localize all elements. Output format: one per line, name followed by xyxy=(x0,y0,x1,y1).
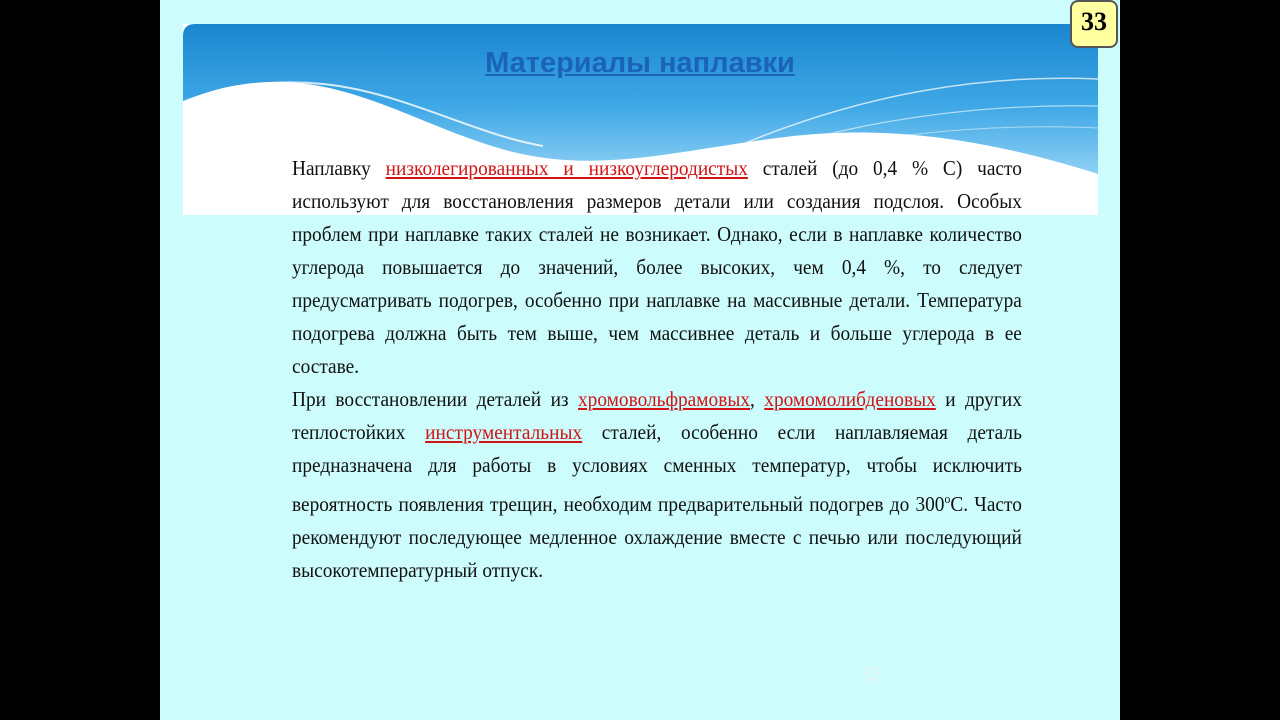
text-span: сталей, особенно если наплавляемая деталь предназначена для работы в условиях сменных температур, чтобы исключить вероятность появления трещин, необходим предварительный подогрев до 300 xyxy=(292,420,1022,517)
slide-number-badge: 33 xyxy=(1070,0,1118,48)
slide-footer-number: 33 xyxy=(860,664,883,686)
term-link[interactable]: инструментальных xyxy=(425,420,583,444)
body-text xyxy=(292,152,1022,587)
term-link[interactable]: хромовольфрамовых xyxy=(577,387,751,411)
paragraph-1 xyxy=(292,152,1022,383)
text-span: , xyxy=(750,387,765,411)
text-span: и других теплостойких xyxy=(292,387,1022,444)
slide xyxy=(160,0,1120,720)
paragraph-2 xyxy=(292,383,1022,587)
degree-superscript: о xyxy=(944,491,951,506)
term-link[interactable]: низколегированных и низкоуглеродистых xyxy=(385,156,748,180)
text-span: сталей (до 0,4 % С) часто используют для восстановления размеров детали или создания подслоя. Особых проблем при наплавке таких сталей не возникает. Однако, если в наплавке количество углерода повышается до значений, более высоких, чем 0,4 %, то следует предусматривать подогрев, особенно при наплавке на массивные детали. Температура подогрева должна быть тем выше, чем массивнее деталь и больше углерода в ее составе. xyxy=(292,156,1022,378)
text-span: При восстановлении деталей из xyxy=(292,387,578,411)
text-span: Наплавку xyxy=(292,156,386,180)
page-title: Материалы наплавки xyxy=(485,47,795,79)
term-link[interactable]: хромомолибденовых xyxy=(764,387,936,411)
text-span: С. Часто рекомендуют последующее медленное охлаждение вместе с печью или последующий высокотемпературный отпуск. xyxy=(292,492,1022,583)
